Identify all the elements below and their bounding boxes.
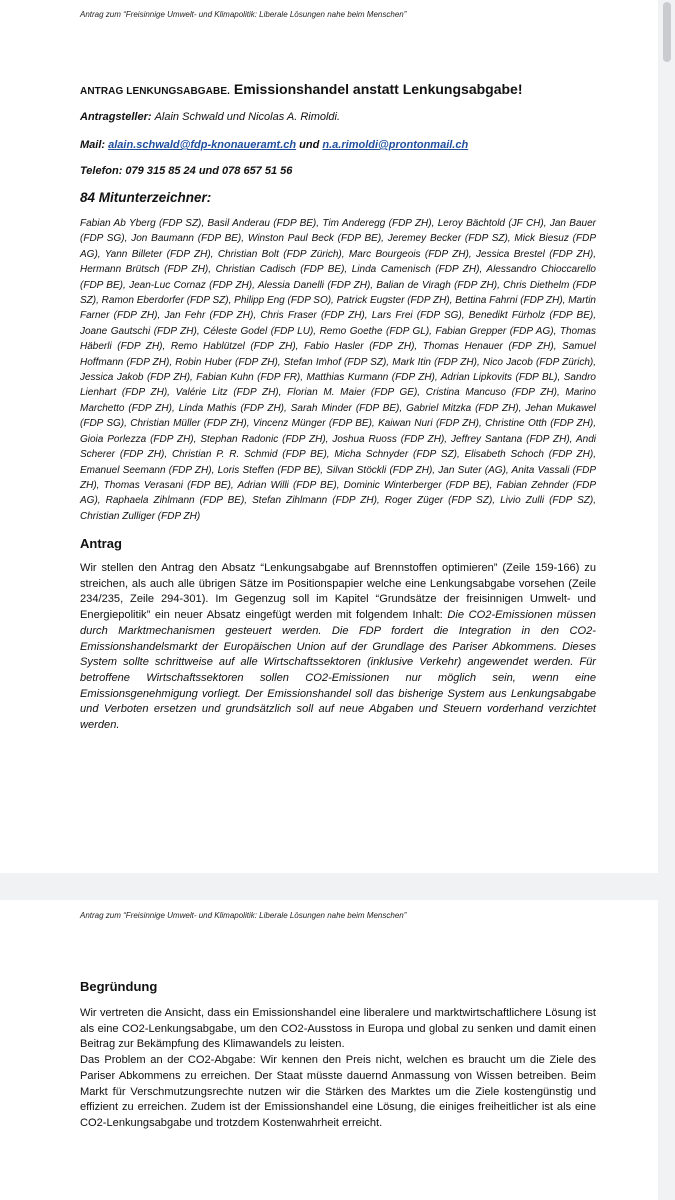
antragsteller-value: Alain Schwald und Nicolas A. Rimoldi. [154,111,341,123]
mail-conjunction: und [299,139,320,151]
page-header: Antrag zum “Freisinnige Umwelt- und Klimapolitik: Liberale Lösungen nahe beim Menschen” [80,10,407,19]
antrag-text-italic: Die CO2-Emissionen müssen durch Marktmechanismen gesteuert werden. Die FDP fordert die Integration in den CO2-Emissionshandelsmarkt der Europäischen Union auf der Grundlage des Pariser Abkommens. Dieses System sollte schrittweise auf alle Wirtschaftssektoren (inklusive Verkehr) angewendet werden. Für betroffene Wirtschaftssektoren sollen CO2-Emissionen nur möglich sein, wenn eine Emissionsgenehmigung vorliegt. Der Emissionshandel soll das bisherige System aus Lenkungsabgabe und Verboten ersetzen und grundsätzlich soll auf neue Abgaben und Steuern vorderhand verzichtet werden. [80,609,596,732]
begruendung-para-2: Das Problem an der CO2-Abgabe: Wir kennen den Preis nicht, welchen es braucht um die Ziele des Pariser Abkommens zu erreichen. Der Staat müsste dauernd Anmassung von Wissen betreiben. Beim Markt für Verschmutzungsrechte nutzen wir die Stärken des Marktes um die Ziele kostengünstig und effizient zu erreichen. Zudem ist der Emissionshandel eine Lösung, die einiges freiheitlicher ist als eine CO2-Lenkungsabgabe und trotzdem Kostenwahrheit erreicht. [80,1054,596,1129]
title-main: Emissionshandel anstatt Lenkungsabgabe! [233,81,523,97]
begruendung-heading: Begründung [80,979,158,994]
vertical-scrollbar[interactable] [658,0,675,1200]
email-link-rimoldi[interactable]: n.a.rimoldi@prontonmail.ch [322,139,469,151]
telefon-line: Telefon: 079 315 85 24 und 078 657 51 56 [80,165,293,177]
mitunterzeichner-heading: 84 Mitunterzeichner: [80,190,212,205]
begruendung-text [80,1006,596,1132]
scrollbar-thumb[interactable] [663,2,671,62]
mitunterzeichner-list: Fabian Ab Yberg (FDP SZ), Basil Anderau (FDP BE), Tim Anderegg (FDP ZH), Leroy Bächtold (JF CH), Jan Bauer (FDP SG), Jon Baumann (FDP BE), Winston Paul Beck (FDP BE), Jeremey Becker (FDP SZ), Mick Biesuz (FDP AG), Yann Billeter (FDP ZH), Christian Bolt (FDP Zürich), Marc Bourgeois (FDP ZH), Jessica Brestel (FDP ZH), Hermann Brütsch (FDP ZH), Christian Cadisch (FDP BE), Linda Camenisch (FDP ZH), Alessandro Chioccarello (FDP BE), Jean-Luc Cornaz (FDP ZH), Alessia Danelli (FDP ZH), Balian de Viragh (FDP ZH), Chris Diethelm (FDP SZ), Ramon Eberdorfer (FDP SZ), Philipp Eng (FDP SO), Patrick Eugster (FDP ZH), Bettina Fahrni (FDP ZH), Martin Farner (FDP ZH), Jan Fehr (FDP ZH), Chris Fraser (FDP ZH), Lars Frei (FDP SG), Benedikt Fürholz (FDP BE), Joane Gautschi (FDP ZH), Céleste Godel (FDP LU), Remo Goethe (FDP GL), Fabian Grepper (FDP AG), Thomas Häberli (FDP ZH), Remo Hablützel (FDP ZH), Fabio Hasler (FDP ZH), Thomas Henauer (FDP ZH), Samuel Hoffmann (FDP ZH), Robin Huber (FDP ZH), Stefan Imhof (FDP SZ), Mark Itin (FDP ZH), Nico Jacob (FDP Zürich), Jessica Jakob (FDP ZH), Fabian Kuhn (FDP FR), Matthias Kurmann (FDP ZH), Adrian Lipkovits (FDP BL), Sandro Lienhart (FDP ZH), Valérie Litz (FDP ZH), Florian M. Maier (FDP GE), Cristina Mancuso (FDP ZH), Marino Marchetto (FDP ZH), Linda Mathis (FDP ZH), Sarah Minder (FDP BE), Gabriel Mitzka (FDP ZH), Jehan Mukawel (FDP SG), Christian Müller (FDP ZH), Vincenz Münger (FDP BE), Kaiwan Nuri (FDP ZH), Christine Otth (FDP ZH), Gioia Porlezza (FDP ZH), Stephan Radonic (FDP ZH), Joshua Ruoss (FDP ZH), Jeffrey Santana (FDP ZH), Andi Scherer (FDP ZH), Christian P. R. Schmid (FDP BE), Micha Schnyder (FDP SZ), Elisabeth Schoch (FDP ZH), Emanuel Seemann (FDP ZH), Loris Steffen (FDP BE), Silvan Stöckli (FDP ZH), Jan Suter (AG), Anita Vassali (FDP ZH), Thomas Verasani (FDP BE), Adrian Willi (FDP BE), Dominic Winterberger (FDP BE), Fabian Zehnder (FDP AG), Raphaela Zihlmann (FDP BE), Stefan Zihlmann (FDP ZH), Roger Züger (FDP SZ), Livio Zulli (FDP SZ), Christian Zulliger (FDP ZH) [80,218,596,522]
document-title [80,80,596,101]
antragsteller-label: Antragsteller: [80,111,152,123]
document-page-2 [0,900,658,1200]
antrag-heading: Antrag [80,536,122,551]
antrag-text-plain: Wir stellen den Antrag den Absatz “Lenkungsabgabe auf Brennstoffen optimieren” (Zeile 159-166) zu streichen, als auch alle übrigen Sätze im Positionspapier welche eine Lenkungsabgabe vorsehen (Zeile 234/235, Zeile 294-301). Im Gegenzug soll im Kapitel “Grundsätze der freisinnigen Umwelt- und Energiepolitik” ein neuer Absatz eingefügt werden mit folgendem Inhalt: [80,562,596,622]
antrag-text [80,561,596,734]
antragsteller-line [80,110,596,124]
begruendung-para-1: Wir vertreten die Ansicht, dass ein Emissionshandel eine liberalere und marktwirtschaftlichere Lösung ist als eine CO2-Lenkungsabgabe, um den CO2-Ausstoss in Europa und global zu senken und damit einen Beitrag zur Bekämpfung des Klimawandels zu leisten. [80,1007,596,1051]
email-link-schwald[interactable]: alain.schwald@fdp-knonaueramt.ch [108,139,297,151]
mail-line [80,138,596,152]
title-prefix: ANTRAG LENKUNGSABGABE. [80,86,230,97]
mail-label: Mail: [80,139,106,151]
page-header-2: Antrag zum “Freisinnige Umwelt- und Klimapolitik: Liberale Lösungen nahe beim Menschen” [80,911,407,920]
